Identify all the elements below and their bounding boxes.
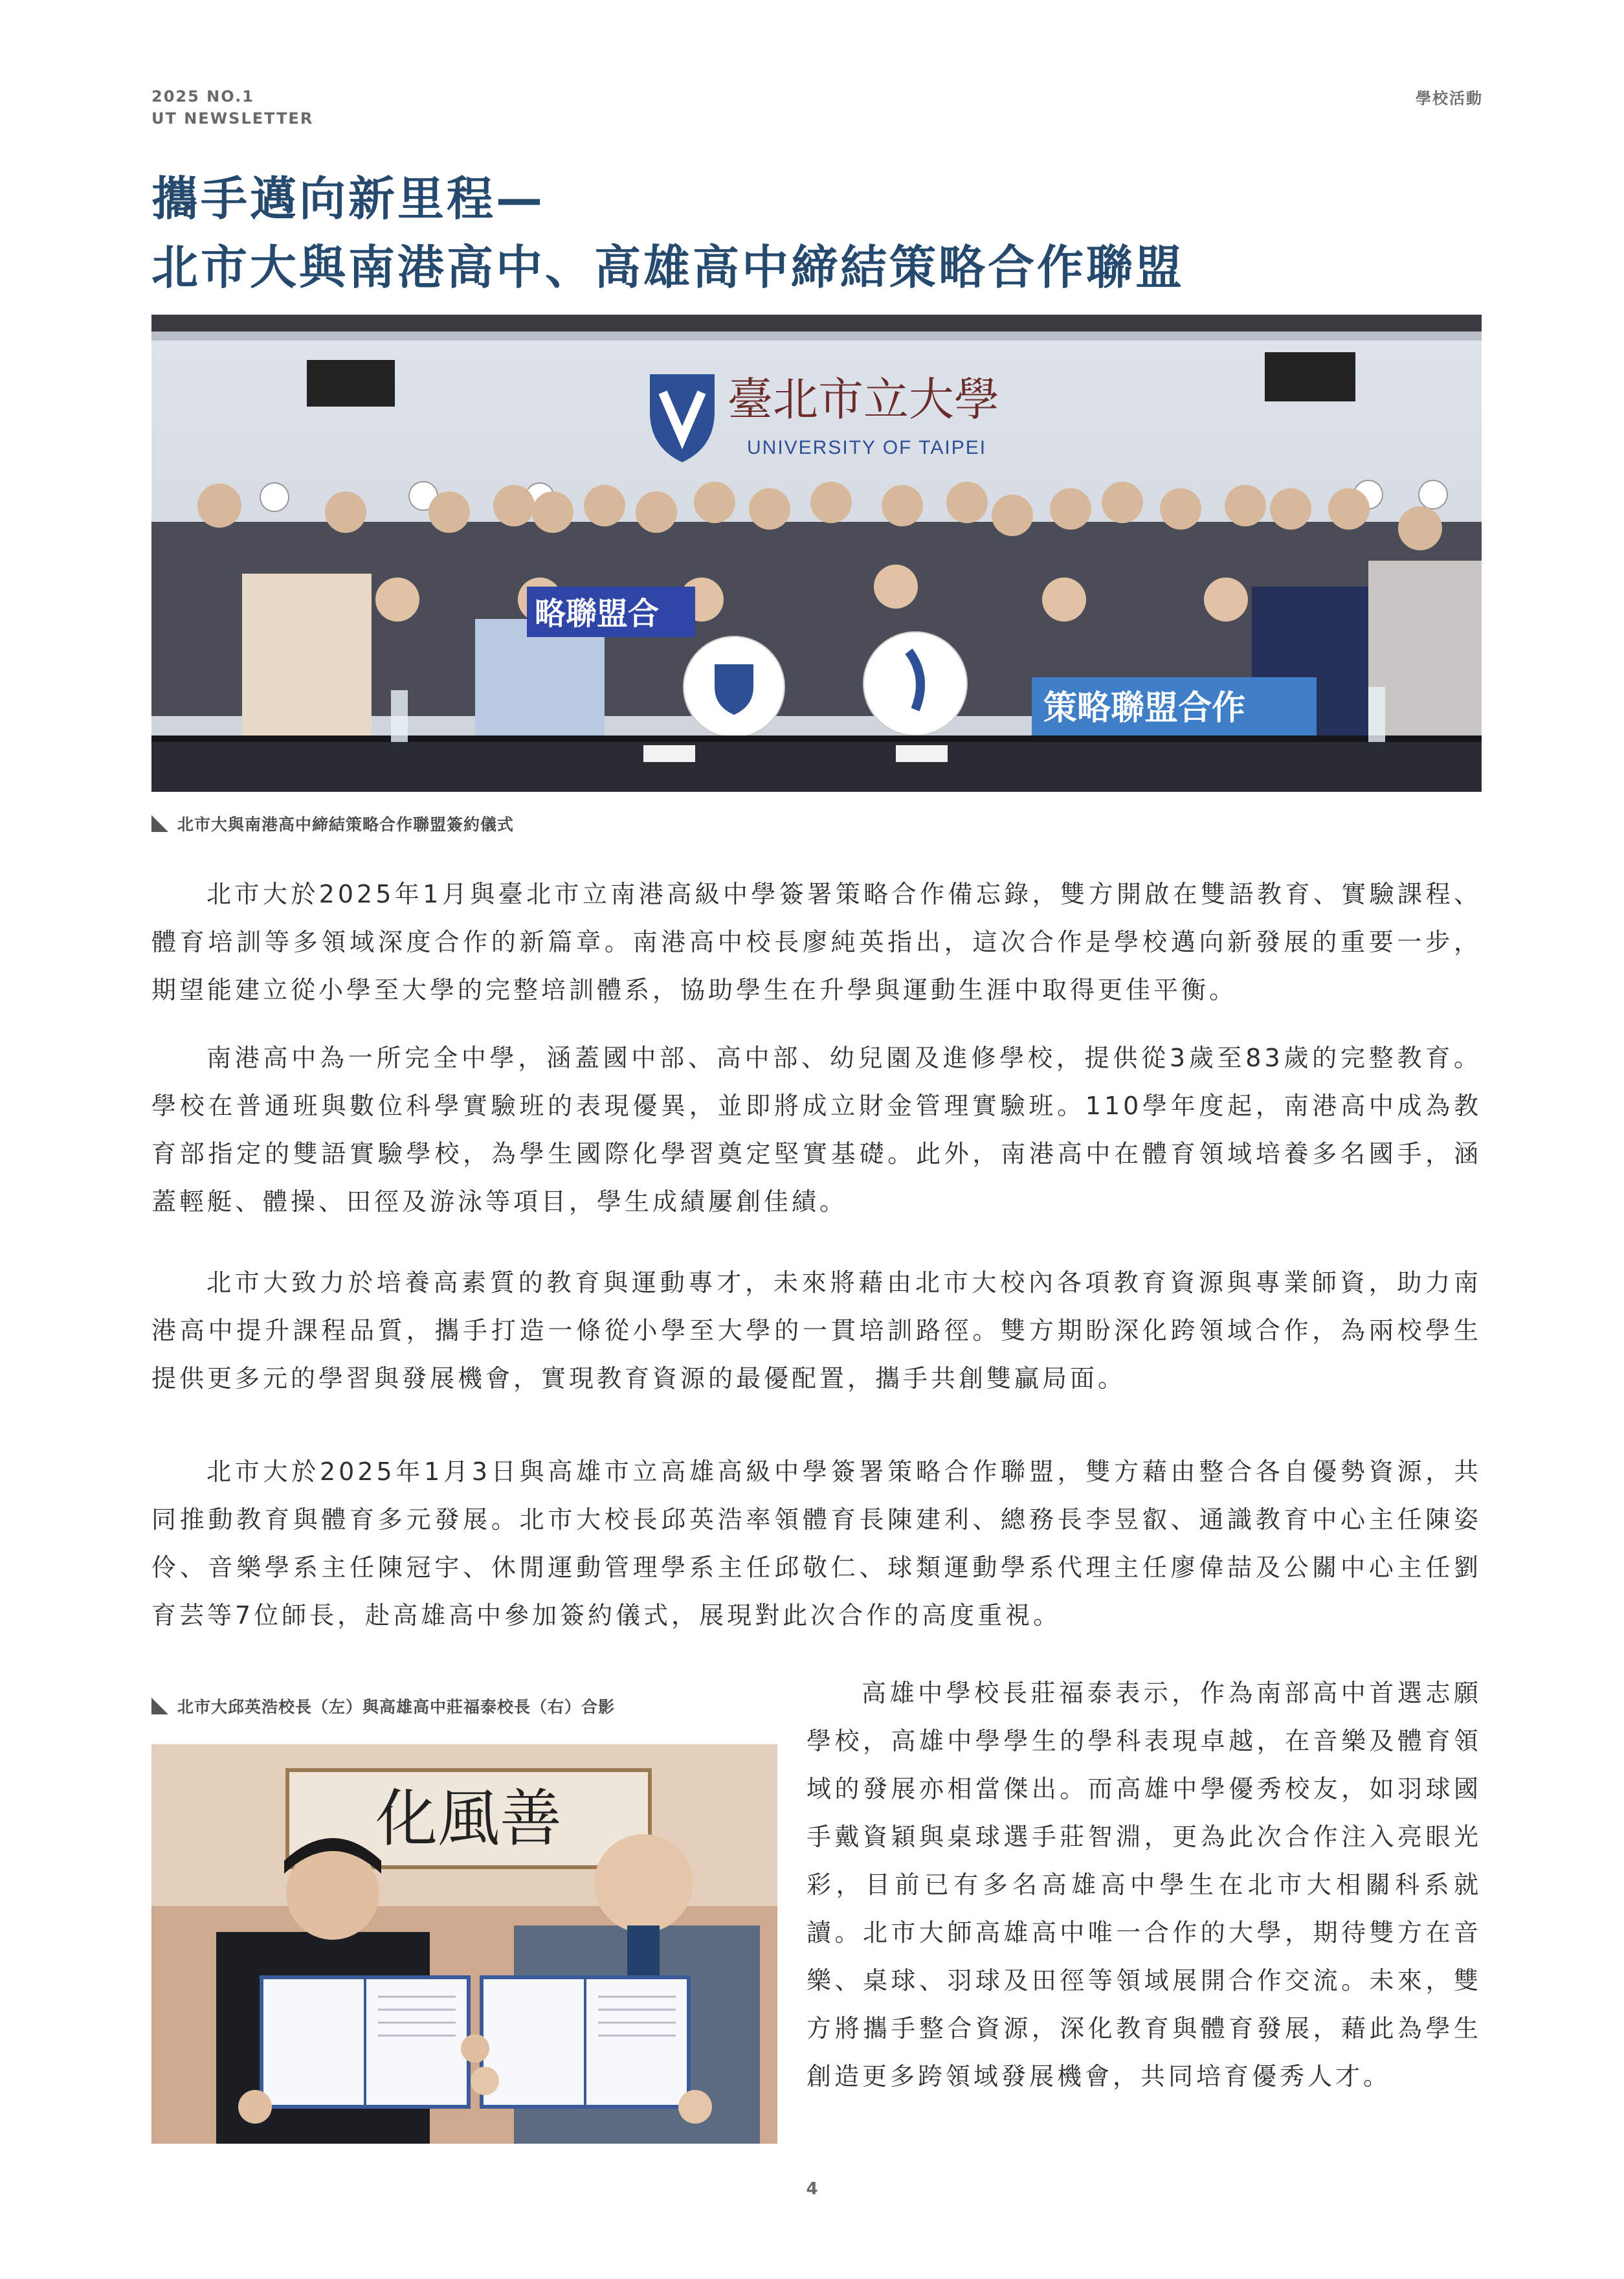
speaker-left: [307, 360, 395, 407]
issue-number: 2025 NO.1: [151, 87, 254, 106]
principals-photo-illustration: [151, 1744, 777, 2144]
title-line-1: 攜手邁向新里程—: [151, 172, 546, 226]
group-photo-illustration: [151, 315, 1482, 792]
newsletter-name: UT NEWSLETTER: [151, 109, 314, 128]
paragraph-2: 南港高中為一所完全中學，涵蓋國中部、高中部、幼兒園及進修學校，提供從3歲至83歲的完整教育。學校在普通班與數位科學實驗班的表現優異，並即將成立財金管理實驗班。110學年度起，南港高中成為教育部指定的雙語實驗學校，為學生國際化學習奠定堅實基礎。此外，南港高中在體育領域培養多名國手，涵蓋輕艇、體操、田徑及游泳等項目，學生成績屢創佳績。: [151, 1044, 1482, 1216]
caption-triangle-icon: [151, 815, 168, 832]
section-label: 學校活動: [1416, 89, 1483, 107]
side-paragraph: 高雄中學校長莊福泰表示，作為南部高中首選志願學校，高雄中學學生的學科表現卓越，在音樂及體育領域的發展亦相當傑出。而高雄中學優秀校友，如羽球國手戴資穎與桌球選手莊智淵，更為此次合作注入亮眼光彩，目前已有多名高雄高中學生在北市大相關科系就讀。北市大師高雄高中唯一合作的大學，期待雙方在音樂、桌球、羽球及田徑等領域展開合作交流。未來，雙方將攜手整合資源，深化教育與體育發展，藉此為學生創造更多跨領域發展機會，共同培育優秀人才。: [806, 1679, 1482, 2091]
photo2-caption-text: 北市大邱英浩校長（左）與高雄高中莊福泰校長（右）合影: [177, 1698, 616, 1716]
paragraph-4: 北市大於2025年1月3日與高雄市立高雄高級中學簽署策略合作聯盟，雙方藉由整合各自優勢資源，共同推動教育與體育多元發展。北市大校長邱英浩率領體育長陳建利、總務長李昱叡、通識教育中心主任陳姿伶、音樂學系主任陳冠宇、休閒運動管理學系主任邱敬仁、球類運動學系代理主任廖偉喆及公關中心主任劉育芸等7位師長，赴高雄高中參加簽約儀式，展現對此次合作的高度重視。: [151, 1457, 1482, 1630]
photo2-caption: [151, 1694, 615, 1718]
issue-header: [151, 85, 313, 129]
paragraph-1: 北市大於2025年1月與臺北市立南港高級中學簽署策略合作備忘錄，雙方開啟在雙語教育、實驗課程、體育培訓等多領域深度合作的新篇章。南港高中校長廖純英指出，這次合作是學校邁向新發展的重要一步，期望能建立從小學至大學的完整培訓體系，協助學生在升學與運動生涯中取得更佳平衡。: [151, 880, 1482, 1004]
caption-triangle-icon: [151, 1698, 168, 1714]
calligraphy-sign-text: 化風善: [375, 1782, 562, 1855]
photo1-caption: [151, 812, 514, 835]
paragraph-3: 北市大致力於培養高素質的教育與運動專才，未來將藉由北市大校內各項教育資源與專業師資，助力南港高中提升課程品質，攜手打造一條從小學至大學的一貫培訓路徑。雙方期盼深化跨領域合作，為兩校學生提供更多元的學習與發展機會，實現教育資源的最優配置，攜手共創雙贏局面。: [151, 1268, 1482, 1393]
group-photo: [151, 315, 1482, 792]
banner-left-text: 略聯盟合: [535, 596, 660, 632]
logo-text: 臺北市立大學: [728, 373, 999, 426]
logo-subtext: UNIVERSITY OF TAIPEI: [747, 437, 987, 458]
page-number: 4: [806, 2179, 818, 2199]
photo1-caption-text: 北市大與南港高中締結策略合作聯盟簽約儀式: [177, 815, 515, 834]
title-line-2: 北市大與南港高中、高雄高中締結策略合作聯盟: [151, 240, 1185, 295]
principals-photo: [151, 1744, 777, 2144]
article-title: [151, 164, 1511, 302]
speaker-right: [1265, 352, 1355, 401]
banner-right-text: 策略聯盟合作: [1043, 689, 1246, 728]
